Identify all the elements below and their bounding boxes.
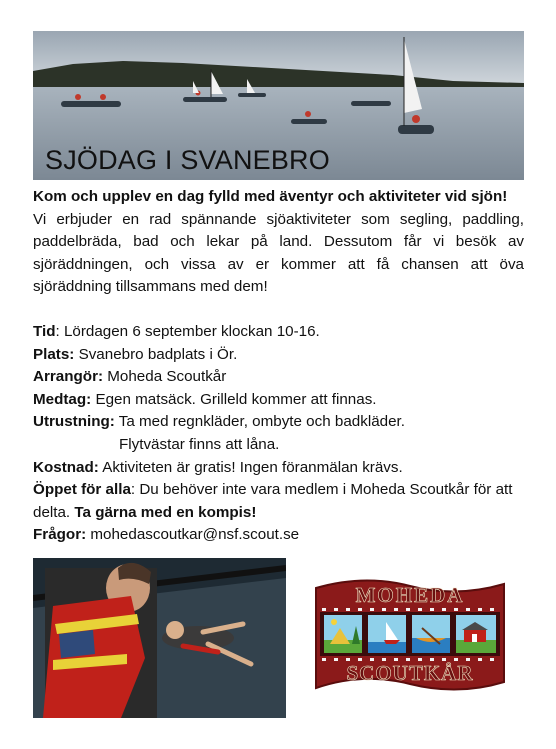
rescue-scene-illustration <box>33 558 286 718</box>
hero-lake-photo <box>33 31 524 180</box>
detail-organizer-label: Arrangör: <box>33 368 104 386</box>
detail-equipment-label: Utrustning: <box>33 413 115 431</box>
moheda-scoutkar-logo <box>314 578 507 694</box>
event-description <box>33 186 524 547</box>
detail-open-value: : Du behöver inte vara medlem i Moheda Scoutkår för att delta. <box>33 481 513 521</box>
scout-flag-logo <box>314 578 507 694</box>
detail-organizer-value: Moheda Scoutkår <box>103 368 227 386</box>
logo-top-text: MOHEDA <box>355 583 465 607</box>
detail-place <box>33 344 524 367</box>
detail-time-value: : Lördagen 6 september klockan 10-16. <box>55 322 320 340</box>
detail-equipment-note: Flytvästar finns att låna. <box>119 435 280 453</box>
intro-text: Vi erbjuder en rad spännande sjöaktiviteter som segling, paddling, paddelbräda, bad och lekar på land. Dessutom får vi besök av sjöräddningen, och vissa av er kommer att få chansen att öva sjöräddning tillsammans med dem! <box>33 210 524 296</box>
rescue-training-photo <box>33 558 286 718</box>
detail-open-emphasis: Ta gärna med en kompis! <box>74 503 257 521</box>
detail-cost-value: Aktiviteten är gratis! Ingen föranmälan krävs. <box>98 458 403 476</box>
detail-equipment <box>33 411 524 434</box>
detail-open-label: Öppet för alla <box>33 481 131 499</box>
detail-time-label: Tid <box>33 322 56 340</box>
detail-place-value: Svanebro badplats i Ör. <box>74 345 238 363</box>
detail-questions-value: mohedascoutkar@nsf.scout.se <box>86 526 300 544</box>
detail-place-label: Plats: <box>33 345 75 363</box>
detail-cost <box>33 457 524 480</box>
detail-time <box>33 321 524 344</box>
logo-bottom-text: SCOUTKÅR <box>346 661 474 685</box>
detail-organizer <box>33 366 524 389</box>
detail-bring-value: Egen matsäck. Grilleld kommer att finnas. <box>91 390 377 408</box>
detail-open <box>33 479 524 524</box>
detail-questions <box>33 524 524 547</box>
detail-cost-label: Kostnad: <box>33 458 99 476</box>
detail-bring-label: Medtag: <box>33 390 92 408</box>
lead-text: Kom och upplev en dag fylld med äventyr och aktiviteter vid sjön! <box>33 188 508 205</box>
detail-equipment-value: Ta med regnkläder, ombyte och badkläder. <box>114 413 405 431</box>
detail-questions-label: Frågor: <box>33 526 87 544</box>
detail-bring <box>33 389 524 412</box>
page-title: SJÖDAG I SVANEBRO <box>45 145 330 175</box>
